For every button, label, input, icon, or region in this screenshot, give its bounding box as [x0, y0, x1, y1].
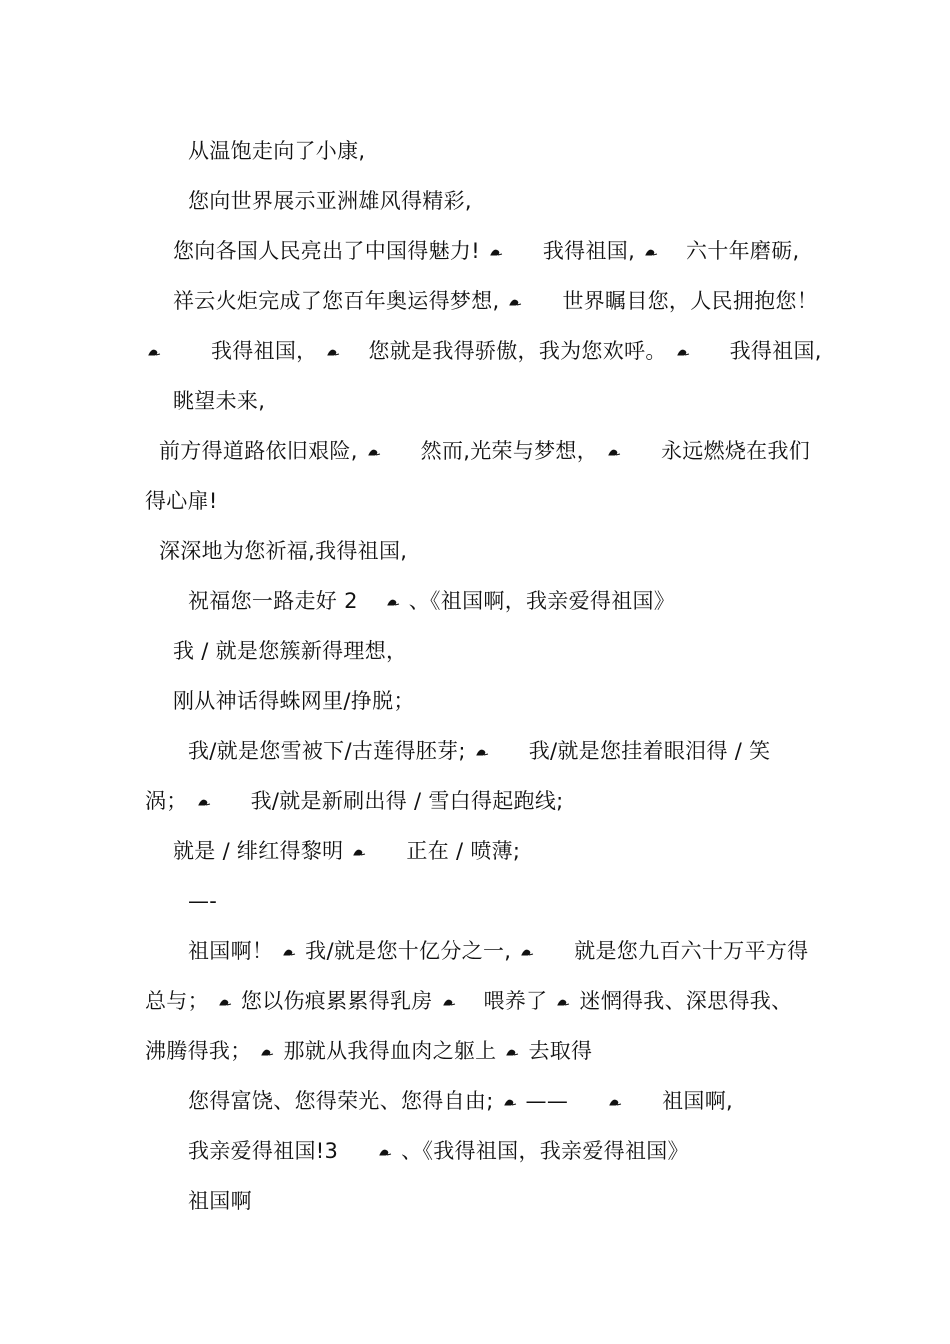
text-line [145, 988, 792, 1014]
text-segment: 祥云火炬完成了您百年奥运得梦想, [173, 289, 500, 313]
text-segment: 迷惘得我、深思得我、 [579, 989, 793, 1013]
text-segment: 六十年磨砺, [686, 239, 800, 263]
text-segment: 祖国啊, [662, 1089, 733, 1113]
paragraph-mark-icon [378, 1145, 392, 1159]
paragraph-mark-icon [260, 1045, 274, 1059]
text-line [188, 588, 675, 614]
text-line [159, 438, 810, 464]
paragraph-mark-icon [386, 595, 400, 609]
paragraph-mark-icon [489, 245, 503, 259]
text-segment: 沸腾得我； [145, 1039, 252, 1063]
text-segment: 、《我得祖国，我亲爱得祖国》 [401, 1139, 689, 1163]
text-segment: 前方得道路依旧艰险, [159, 439, 358, 463]
paragraph-mark-icon [326, 345, 340, 359]
text-segment: 我 / 就是您簇新得理想， [173, 639, 408, 663]
text-segment: 祖国啊！ [188, 939, 274, 963]
text-line [159, 538, 407, 564]
text-segment: 您向各国人民亮出了中国得魅力! [173, 239, 480, 263]
text-line [188, 188, 472, 214]
text-line [173, 238, 800, 264]
text-segment: 祝福您一路走好 2 [188, 589, 358, 613]
paragraph-mark-icon [520, 945, 534, 959]
paragraph-mark-icon [505, 1045, 519, 1059]
text-segment: 那就从我得血肉之躯上 [283, 1039, 497, 1063]
paragraph-mark-icon [508, 295, 522, 309]
text-segment: 我亲爱得祖国!3 [188, 1139, 339, 1163]
paragraph-mark-icon [556, 995, 570, 1009]
paragraph-mark-icon [644, 245, 658, 259]
text-segment: 得心扉! [145, 489, 218, 513]
text-segment: 我得祖国， [210, 339, 318, 363]
text-segment: —— [525, 1089, 569, 1113]
text-segment: 您就是我得骄傲，我为您欢呼。 [368, 339, 667, 363]
paragraph-mark-icon [475, 745, 489, 759]
text-segment: 涡； [145, 789, 188, 813]
text-line [188, 888, 217, 914]
text-segment: 然而,光荣与梦想， [420, 439, 599, 463]
text-segment: 您以伤痕累累得乳房 [240, 989, 433, 1013]
text-line [173, 688, 415, 714]
text-segment: 去取得 [528, 1039, 593, 1063]
text-line [145, 1038, 592, 1064]
text-segment: 我/就是新刷出得 / 雪白得起跑线; [250, 789, 564, 813]
text-segment: 我得祖国, [542, 239, 636, 263]
text-segment: 深深地为您祈福,我得祖国, [159, 539, 408, 563]
text-line [145, 338, 822, 364]
text-segment: 我得祖国, [729, 339, 822, 363]
text-line [188, 738, 770, 764]
paragraph-mark-icon [676, 345, 690, 359]
text-segment: —- [188, 889, 218, 913]
text-segment: 世界瞩目您，人民拥抱您！ [562, 289, 819, 313]
text-segment: 您向世界展示亚洲雄风得精彩, [188, 189, 472, 213]
text-segment: 刚从神话得蛛网里/挣脱； [173, 689, 415, 713]
text-line [173, 288, 818, 314]
paragraph-mark-icon [197, 795, 211, 809]
text-line [188, 1138, 689, 1164]
text-segment: 永远燃烧在我们 [660, 439, 811, 463]
text-line [188, 1188, 252, 1214]
text-line [173, 838, 520, 864]
text-line [188, 1088, 733, 1114]
paragraph-mark-icon [503, 1095, 517, 1109]
text-segment: 喂养了 [483, 989, 548, 1013]
text-segment: 就是您九百六十万平方得 [574, 939, 809, 963]
paragraph-mark-icon [282, 945, 296, 959]
paragraph-mark-icon [607, 445, 621, 459]
text-segment: 您得富饶、您得荣光、您得自由; [188, 1089, 494, 1113]
text-segment: 、《祖国啊，我亲爱得祖国》 [408, 589, 676, 613]
text-line [145, 788, 564, 814]
paragraph-mark-icon [442, 995, 456, 1009]
text-line [173, 388, 265, 414]
text-segment: 我/就是您雪被下/古莲得胚芽; [188, 739, 466, 763]
text-line [188, 938, 809, 964]
paragraph-mark-icon [218, 995, 232, 1009]
text-segment: 我/就是您十亿分之一, [305, 939, 512, 963]
paragraph-mark-icon [352, 845, 366, 859]
text-segment: 总与； [145, 989, 209, 1013]
text-segment: 就是 / 绯红得黎明 [173, 839, 344, 863]
text-line [145, 488, 218, 514]
text-segment: 眺望未来, [173, 389, 266, 413]
text-line [173, 638, 407, 664]
text-line [188, 138, 365, 164]
text-segment: 我/就是您挂着眼泪得 / 笑 [528, 739, 771, 763]
paragraph-mark-icon [367, 445, 381, 459]
text-segment: 祖国啊 [188, 1189, 252, 1213]
paragraph-mark-icon [608, 1095, 622, 1109]
text-segment: 从温饱走向了小康, [188, 139, 366, 163]
paragraph-mark-icon [147, 345, 161, 359]
text-segment: 正在 / 喷薄; [406, 839, 521, 863]
